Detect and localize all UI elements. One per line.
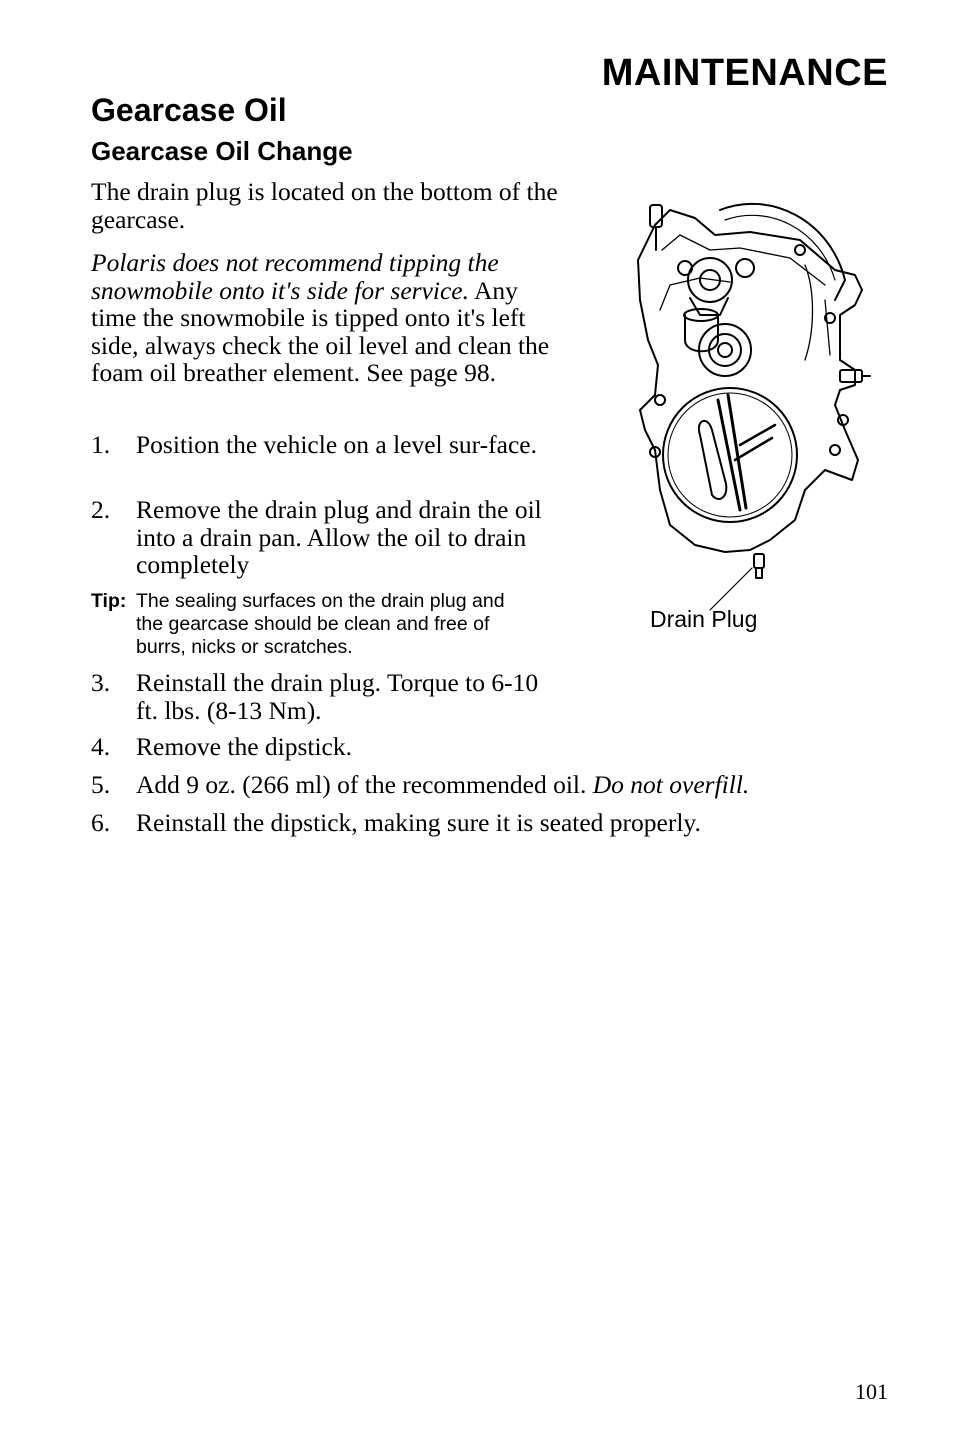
gearcase-illustration: [600, 190, 900, 660]
tip-label: Tip:: [91, 590, 127, 612]
list-item-text: Position the vehicle on a level sur-face.: [136, 430, 537, 459]
list-item-number: 3.: [91, 668, 111, 697]
list-item-text: Reinstall the drain plug. Torque to 6-10 ft. lbs. (8-13 Nm).: [136, 668, 539, 725]
page-subtitle: Gearcase Oil Change: [91, 136, 353, 166]
list-item-main-text: Add 9 oz. (266 ml) of the recommended oil.: [136, 770, 587, 799]
list-item-number: 6.: [91, 808, 111, 837]
list-item-number: 1.: [91, 430, 111, 459]
list-item-number: 2.: [91, 495, 111, 524]
list-item-text: Reinstall the dipstick, making sure it is seated properly.: [136, 808, 701, 837]
intro-warning-italic: Polaris does not recommend tipping the snowmobile onto it's side for service.: [91, 248, 499, 305]
list-item-number: 5.: [91, 770, 111, 799]
list-item-number: 4.: [91, 732, 111, 761]
page-title: Gearcase Oil: [91, 92, 287, 128]
overfill-warning: Do not overfill.: [592, 770, 750, 799]
tip-text: The sealing surfaces on the drain plug and the gearcase should be clean and free of burrs, nicks or scratches.: [136, 590, 505, 658]
section-header: MAINTENANCE: [601, 52, 888, 94]
list-item-text: Remove the drain plug and drain the oil into a drain pan. Allow the oil to drain completely: [136, 495, 542, 579]
drain-plug-callout: Drain Plug: [650, 606, 758, 632]
intro-warning-text: Any time the snowmobile is tipped onto it's left side, always check the oil level and clean the foam oil breather element. See page 98.: [91, 275, 550, 387]
list-item-text: [136, 771, 749, 799]
intro-paragraph-2: [91, 249, 561, 387]
intro-paragraph-1: The drain plug is located on the bottom of the gearcase.: [91, 177, 558, 234]
list-item-text: Remove the dipstick.: [136, 732, 353, 761]
page-number: 101: [855, 1379, 888, 1404]
